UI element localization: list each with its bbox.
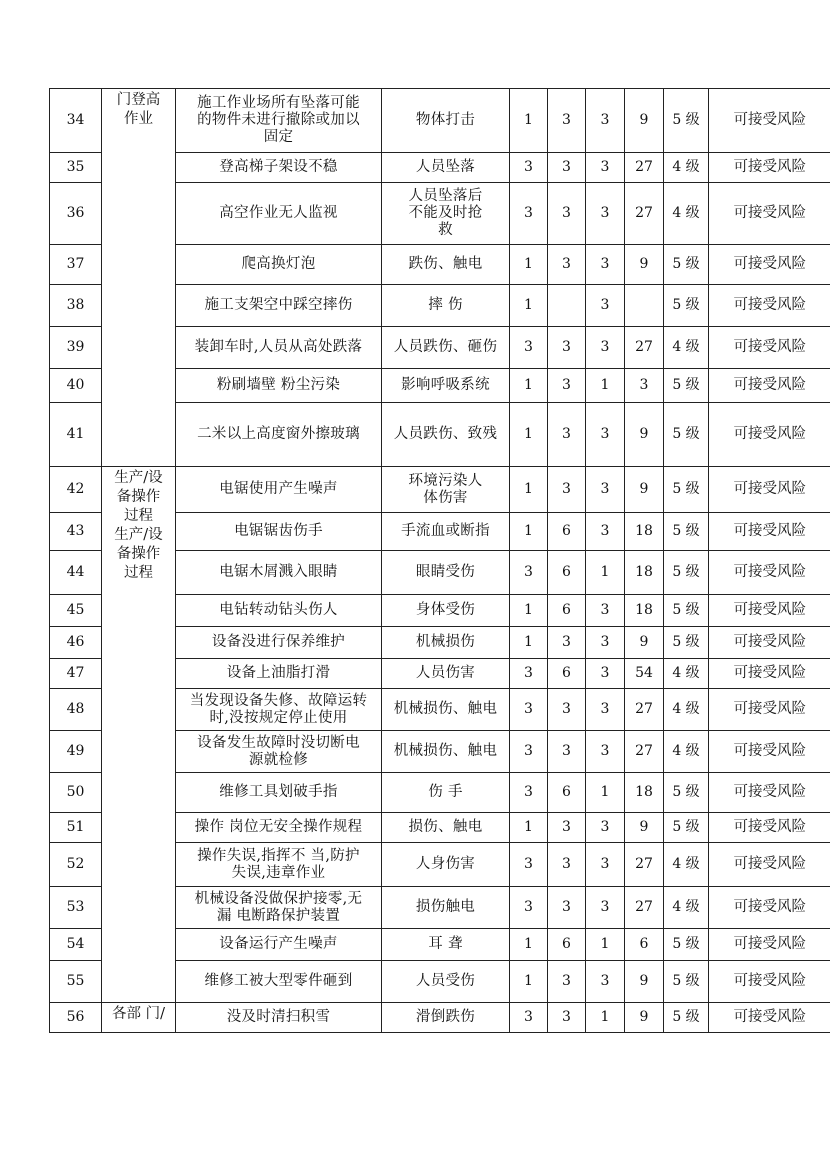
possible-harm: 人身伤害 — [382, 843, 510, 887]
risk-evaluation: 可接受风险 — [709, 327, 830, 369]
consequence-c: 3 — [586, 595, 625, 627]
likelihood-l: 3 — [510, 887, 548, 929]
risk-value-d: 54 — [625, 659, 664, 689]
row-number: 55 — [50, 961, 102, 1003]
exposure-e: 3 — [548, 887, 586, 929]
table-row — [50, 89, 830, 153]
exposure-e: 3 — [548, 89, 586, 153]
risk-grade: 4 级 — [664, 689, 709, 731]
consequence-c: 3 — [586, 153, 625, 183]
risk-value-d: 27 — [625, 327, 664, 369]
risk-value-d: 27 — [625, 731, 664, 773]
risk-evaluation: 可接受风险 — [709, 369, 830, 403]
work-activity-group: 各部 门/ — [102, 1003, 176, 1033]
likelihood-l: 1 — [510, 961, 548, 1003]
possible-harm: 机械损伤、触电 — [382, 689, 510, 731]
hazard-factor: 电锯木屑溅入眼睛 — [176, 551, 382, 595]
consequence-c: 3 — [586, 513, 625, 551]
risk-grade: 5 级 — [664, 813, 709, 843]
exposure-e: 6 — [548, 551, 586, 595]
risk-value-d: 18 — [625, 551, 664, 595]
risk-grade: 4 级 — [664, 153, 709, 183]
consequence-c: 1 — [586, 773, 625, 813]
likelihood-l: 3 — [510, 773, 548, 813]
possible-harm: 身体受伤 — [382, 595, 510, 627]
possible-harm: 人员伤害 — [382, 659, 510, 689]
risk-evaluation: 可接受风险 — [709, 773, 830, 813]
hazard-factor: 爬高换灯泡 — [176, 245, 382, 285]
risk-value-d: 18 — [625, 773, 664, 813]
hazard-factor: 设备发生故障时没切断电 源就检修 — [176, 731, 382, 773]
hazard-factor: 二米以上高度窗外擦玻璃 — [176, 403, 382, 467]
risk-evaluation: 可接受风险 — [709, 627, 830, 659]
exposure-e: 3 — [548, 327, 586, 369]
risk-grade: 5 级 — [664, 551, 709, 595]
possible-harm: 眼睛受伤 — [382, 551, 510, 595]
likelihood-l: 3 — [510, 1003, 548, 1033]
hazard-factor: 设备没进行保养维护 — [176, 627, 382, 659]
risk-grade: 5 级 — [664, 595, 709, 627]
possible-harm: 人员坠落后 不能及时抢 救 — [382, 183, 510, 245]
risk-evaluation: 可接受风险 — [709, 403, 830, 467]
likelihood-l: 3 — [510, 153, 548, 183]
risk-evaluation: 可接受风险 — [709, 153, 830, 183]
row-number: 42 — [50, 467, 102, 513]
risk-grade: 4 级 — [664, 843, 709, 887]
risk-grade: 5 级 — [664, 285, 709, 327]
row-number: 37 — [50, 245, 102, 285]
risk-evaluation: 可接受风险 — [709, 183, 830, 245]
risk-grade: 5 级 — [664, 929, 709, 961]
consequence-c: 3 — [586, 689, 625, 731]
risk-grade: 5 级 — [664, 467, 709, 513]
consequence-c: 3 — [586, 627, 625, 659]
risk-evaluation: 可接受风险 — [709, 843, 830, 887]
exposure-e: 3 — [548, 467, 586, 513]
row-number: 35 — [50, 153, 102, 183]
risk-value-d: 27 — [625, 689, 664, 731]
row-number: 40 — [50, 369, 102, 403]
row-number: 52 — [50, 843, 102, 887]
row-number: 46 — [50, 627, 102, 659]
risk-evaluation: 可接受风险 — [709, 1003, 830, 1033]
hazard-factor: 装卸车时,人员从高处跌落 — [176, 327, 382, 369]
row-number: 48 — [50, 689, 102, 731]
risk-value-d: 3 — [625, 369, 664, 403]
risk-grade: 5 级 — [664, 627, 709, 659]
risk-value-d: 9 — [625, 627, 664, 659]
possible-harm: 损伤触电 — [382, 887, 510, 929]
hazard-factor: 设备运行产生噪声 — [176, 929, 382, 961]
risk-value-d: 9 — [625, 245, 664, 285]
consequence-c: 1 — [586, 369, 625, 403]
risk-grade: 5 级 — [664, 89, 709, 153]
risk-grade: 5 级 — [664, 773, 709, 813]
table-row — [50, 1003, 830, 1033]
risk-value-d — [625, 285, 664, 327]
row-number: 47 — [50, 659, 102, 689]
risk-value-d: 9 — [625, 813, 664, 843]
risk-grade: 5 级 — [664, 369, 709, 403]
exposure-e: 3 — [548, 369, 586, 403]
hazard-factor: 操作 岗位无安全操作规程 — [176, 813, 382, 843]
consequence-c: 3 — [586, 467, 625, 513]
possible-harm: 人员受伤 — [382, 961, 510, 1003]
row-number: 43 — [50, 513, 102, 551]
likelihood-l: 1 — [510, 467, 548, 513]
risk-grade: 5 级 — [664, 1003, 709, 1033]
work-activity-group: 生产/设 备操作 过程 生产/设 备操作 过程 — [102, 467, 176, 1003]
likelihood-l: 1 — [510, 627, 548, 659]
hazard-factor: 高空作业无人监视 — [176, 183, 382, 245]
risk-evaluation: 可接受风险 — [709, 731, 830, 773]
exposure-e: 3 — [548, 731, 586, 773]
likelihood-l: 3 — [510, 183, 548, 245]
possible-harm: 手流血或断指 — [382, 513, 510, 551]
likelihood-l: 3 — [510, 659, 548, 689]
hazard-factor: 施工支架空中踩空摔伤 — [176, 285, 382, 327]
exposure-e: 3 — [548, 183, 586, 245]
likelihood-l: 3 — [510, 327, 548, 369]
likelihood-l: 1 — [510, 813, 548, 843]
exposure-e: 3 — [548, 627, 586, 659]
risk-value-d: 18 — [625, 595, 664, 627]
risk-grade: 4 级 — [664, 731, 709, 773]
risk-value-d: 27 — [625, 183, 664, 245]
work-activity-group: 门登高 作业 — [102, 89, 176, 467]
row-number: 45 — [50, 595, 102, 627]
possible-harm: 损伤、触电 — [382, 813, 510, 843]
exposure-e: 6 — [548, 513, 586, 551]
risk-evaluation: 可接受风险 — [709, 551, 830, 595]
exposure-e: 6 — [548, 595, 586, 627]
likelihood-l: 1 — [510, 929, 548, 961]
possible-harm: 耳 聋 — [382, 929, 510, 961]
consequence-c: 3 — [586, 843, 625, 887]
hazard-factor: 维修工被大型零件砸到 — [176, 961, 382, 1003]
risk-value-d: 9 — [625, 89, 664, 153]
likelihood-l: 3 — [510, 689, 548, 731]
likelihood-l: 3 — [510, 843, 548, 887]
consequence-c: 3 — [586, 285, 625, 327]
risk-evaluation: 可接受风险 — [709, 285, 830, 327]
consequence-c: 3 — [586, 89, 625, 153]
table-row — [50, 467, 830, 513]
possible-harm: 环境污染人 体伤害 — [382, 467, 510, 513]
consequence-c: 3 — [586, 731, 625, 773]
likelihood-l: 1 — [510, 595, 548, 627]
row-number: 44 — [50, 551, 102, 595]
exposure-e: 6 — [548, 929, 586, 961]
risk-evaluation: 可接受风险 — [709, 513, 830, 551]
likelihood-l: 3 — [510, 551, 548, 595]
consequence-c: 1 — [586, 551, 625, 595]
hazard-factor: 电锯锯齿伤手 — [176, 513, 382, 551]
possible-harm: 跌伤、触电 — [382, 245, 510, 285]
likelihood-l: 1 — [510, 513, 548, 551]
risk-value-d: 9 — [625, 403, 664, 467]
risk-grade: 4 级 — [664, 887, 709, 929]
possible-harm: 伤 手 — [382, 773, 510, 813]
possible-harm: 物体打击 — [382, 89, 510, 153]
risk-grade: 4 级 — [664, 327, 709, 369]
risk-value-d: 6 — [625, 929, 664, 961]
likelihood-l: 1 — [510, 369, 548, 403]
exposure-e: 6 — [548, 659, 586, 689]
likelihood-l: 1 — [510, 285, 548, 327]
possible-harm: 摔 伤 — [382, 285, 510, 327]
consequence-c: 3 — [586, 659, 625, 689]
consequence-c: 1 — [586, 1003, 625, 1033]
hazard-factor: 操作失误,指挥不 当,防护 失误,违章作业 — [176, 843, 382, 887]
possible-harm: 影响呼吸系统 — [382, 369, 510, 403]
risk-evaluation: 可接受风险 — [709, 961, 830, 1003]
hazard-factor: 登高梯子架设不稳 — [176, 153, 382, 183]
row-number: 51 — [50, 813, 102, 843]
risk-grade: 4 级 — [664, 659, 709, 689]
consequence-c: 3 — [586, 327, 625, 369]
likelihood-l: 1 — [510, 403, 548, 467]
exposure-e: 3 — [548, 961, 586, 1003]
risk-value-d: 27 — [625, 843, 664, 887]
hazard-factor: 粉刷墙壁 粉尘污染 — [176, 369, 382, 403]
risk-evaluation: 可接受风险 — [709, 929, 830, 961]
row-number: 50 — [50, 773, 102, 813]
consequence-c: 3 — [586, 887, 625, 929]
exposure-e: 3 — [548, 689, 586, 731]
likelihood-l: 3 — [510, 731, 548, 773]
exposure-e: 3 — [548, 1003, 586, 1033]
exposure-e: 3 — [548, 843, 586, 887]
row-number: 38 — [50, 285, 102, 327]
risk-value-d: 18 — [625, 513, 664, 551]
possible-harm: 人员跌伤、砸伤 — [382, 327, 510, 369]
exposure-e: 3 — [548, 153, 586, 183]
risk-grade: 5 级 — [664, 403, 709, 467]
possible-harm: 人员跌伤、致残 — [382, 403, 510, 467]
risk-evaluation: 可接受风险 — [709, 659, 830, 689]
consequence-c: 3 — [586, 403, 625, 467]
exposure-e — [548, 285, 586, 327]
possible-harm: 滑倒跌伤 — [382, 1003, 510, 1033]
risk-grade: 4 级 — [664, 183, 709, 245]
risk-grade: 5 级 — [664, 513, 709, 551]
risk-value-d: 9 — [625, 467, 664, 513]
hazard-factor: 电钻转动钻头伤人 — [176, 595, 382, 627]
risk-evaluation: 可接受风险 — [709, 887, 830, 929]
row-number: 41 — [50, 403, 102, 467]
likelihood-l: 1 — [510, 89, 548, 153]
risk-value-d: 9 — [625, 1003, 664, 1033]
risk-value-d: 27 — [625, 153, 664, 183]
exposure-e: 6 — [548, 773, 586, 813]
consequence-c: 3 — [586, 961, 625, 1003]
exposure-e: 3 — [548, 813, 586, 843]
row-number: 56 — [50, 1003, 102, 1033]
exposure-e: 3 — [548, 403, 586, 467]
risk-value-d: 9 — [625, 961, 664, 1003]
risk-grade: 5 级 — [664, 245, 709, 285]
hazard-factor: 设备上油脂打滑 — [176, 659, 382, 689]
possible-harm: 机械损伤 — [382, 627, 510, 659]
row-number: 53 — [50, 887, 102, 929]
row-number: 54 — [50, 929, 102, 961]
consequence-c: 3 — [586, 813, 625, 843]
consequence-c: 3 — [586, 245, 625, 285]
row-number: 36 — [50, 183, 102, 245]
likelihood-l: 1 — [510, 245, 548, 285]
hazard-factor: 施工作业场所有坠落可能 的物件未进行撤除或加以 固定 — [176, 89, 382, 153]
risk-assessment-table — [49, 88, 830, 1033]
row-number: 34 — [50, 89, 102, 153]
risk-evaluation: 可接受风险 — [709, 813, 830, 843]
hazard-factor: 电锯使用产生噪声 — [176, 467, 382, 513]
risk-evaluation: 可接受风险 — [709, 467, 830, 513]
row-number: 49 — [50, 731, 102, 773]
risk-evaluation: 可接受风险 — [709, 689, 830, 731]
exposure-e: 3 — [548, 245, 586, 285]
consequence-c: 3 — [586, 183, 625, 245]
possible-harm: 机械损伤、触电 — [382, 731, 510, 773]
risk-value-d: 27 — [625, 887, 664, 929]
possible-harm: 人员坠落 — [382, 153, 510, 183]
risk-evaluation: 可接受风险 — [709, 245, 830, 285]
consequence-c: 1 — [586, 929, 625, 961]
hazard-factor: 维修工具划破手指 — [176, 773, 382, 813]
row-number: 39 — [50, 327, 102, 369]
risk-grade: 5 级 — [664, 961, 709, 1003]
hazard-factor: 当发现设备失修、故障运转 时,没按规定停止使用 — [176, 689, 382, 731]
risk-evaluation: 可接受风险 — [709, 89, 830, 153]
hazard-factor: 没及时清扫积雪 — [176, 1003, 382, 1033]
hazard-factor: 机械设备没做保护接零,无 漏 电断路保护装置 — [176, 887, 382, 929]
risk-evaluation: 可接受风险 — [709, 595, 830, 627]
